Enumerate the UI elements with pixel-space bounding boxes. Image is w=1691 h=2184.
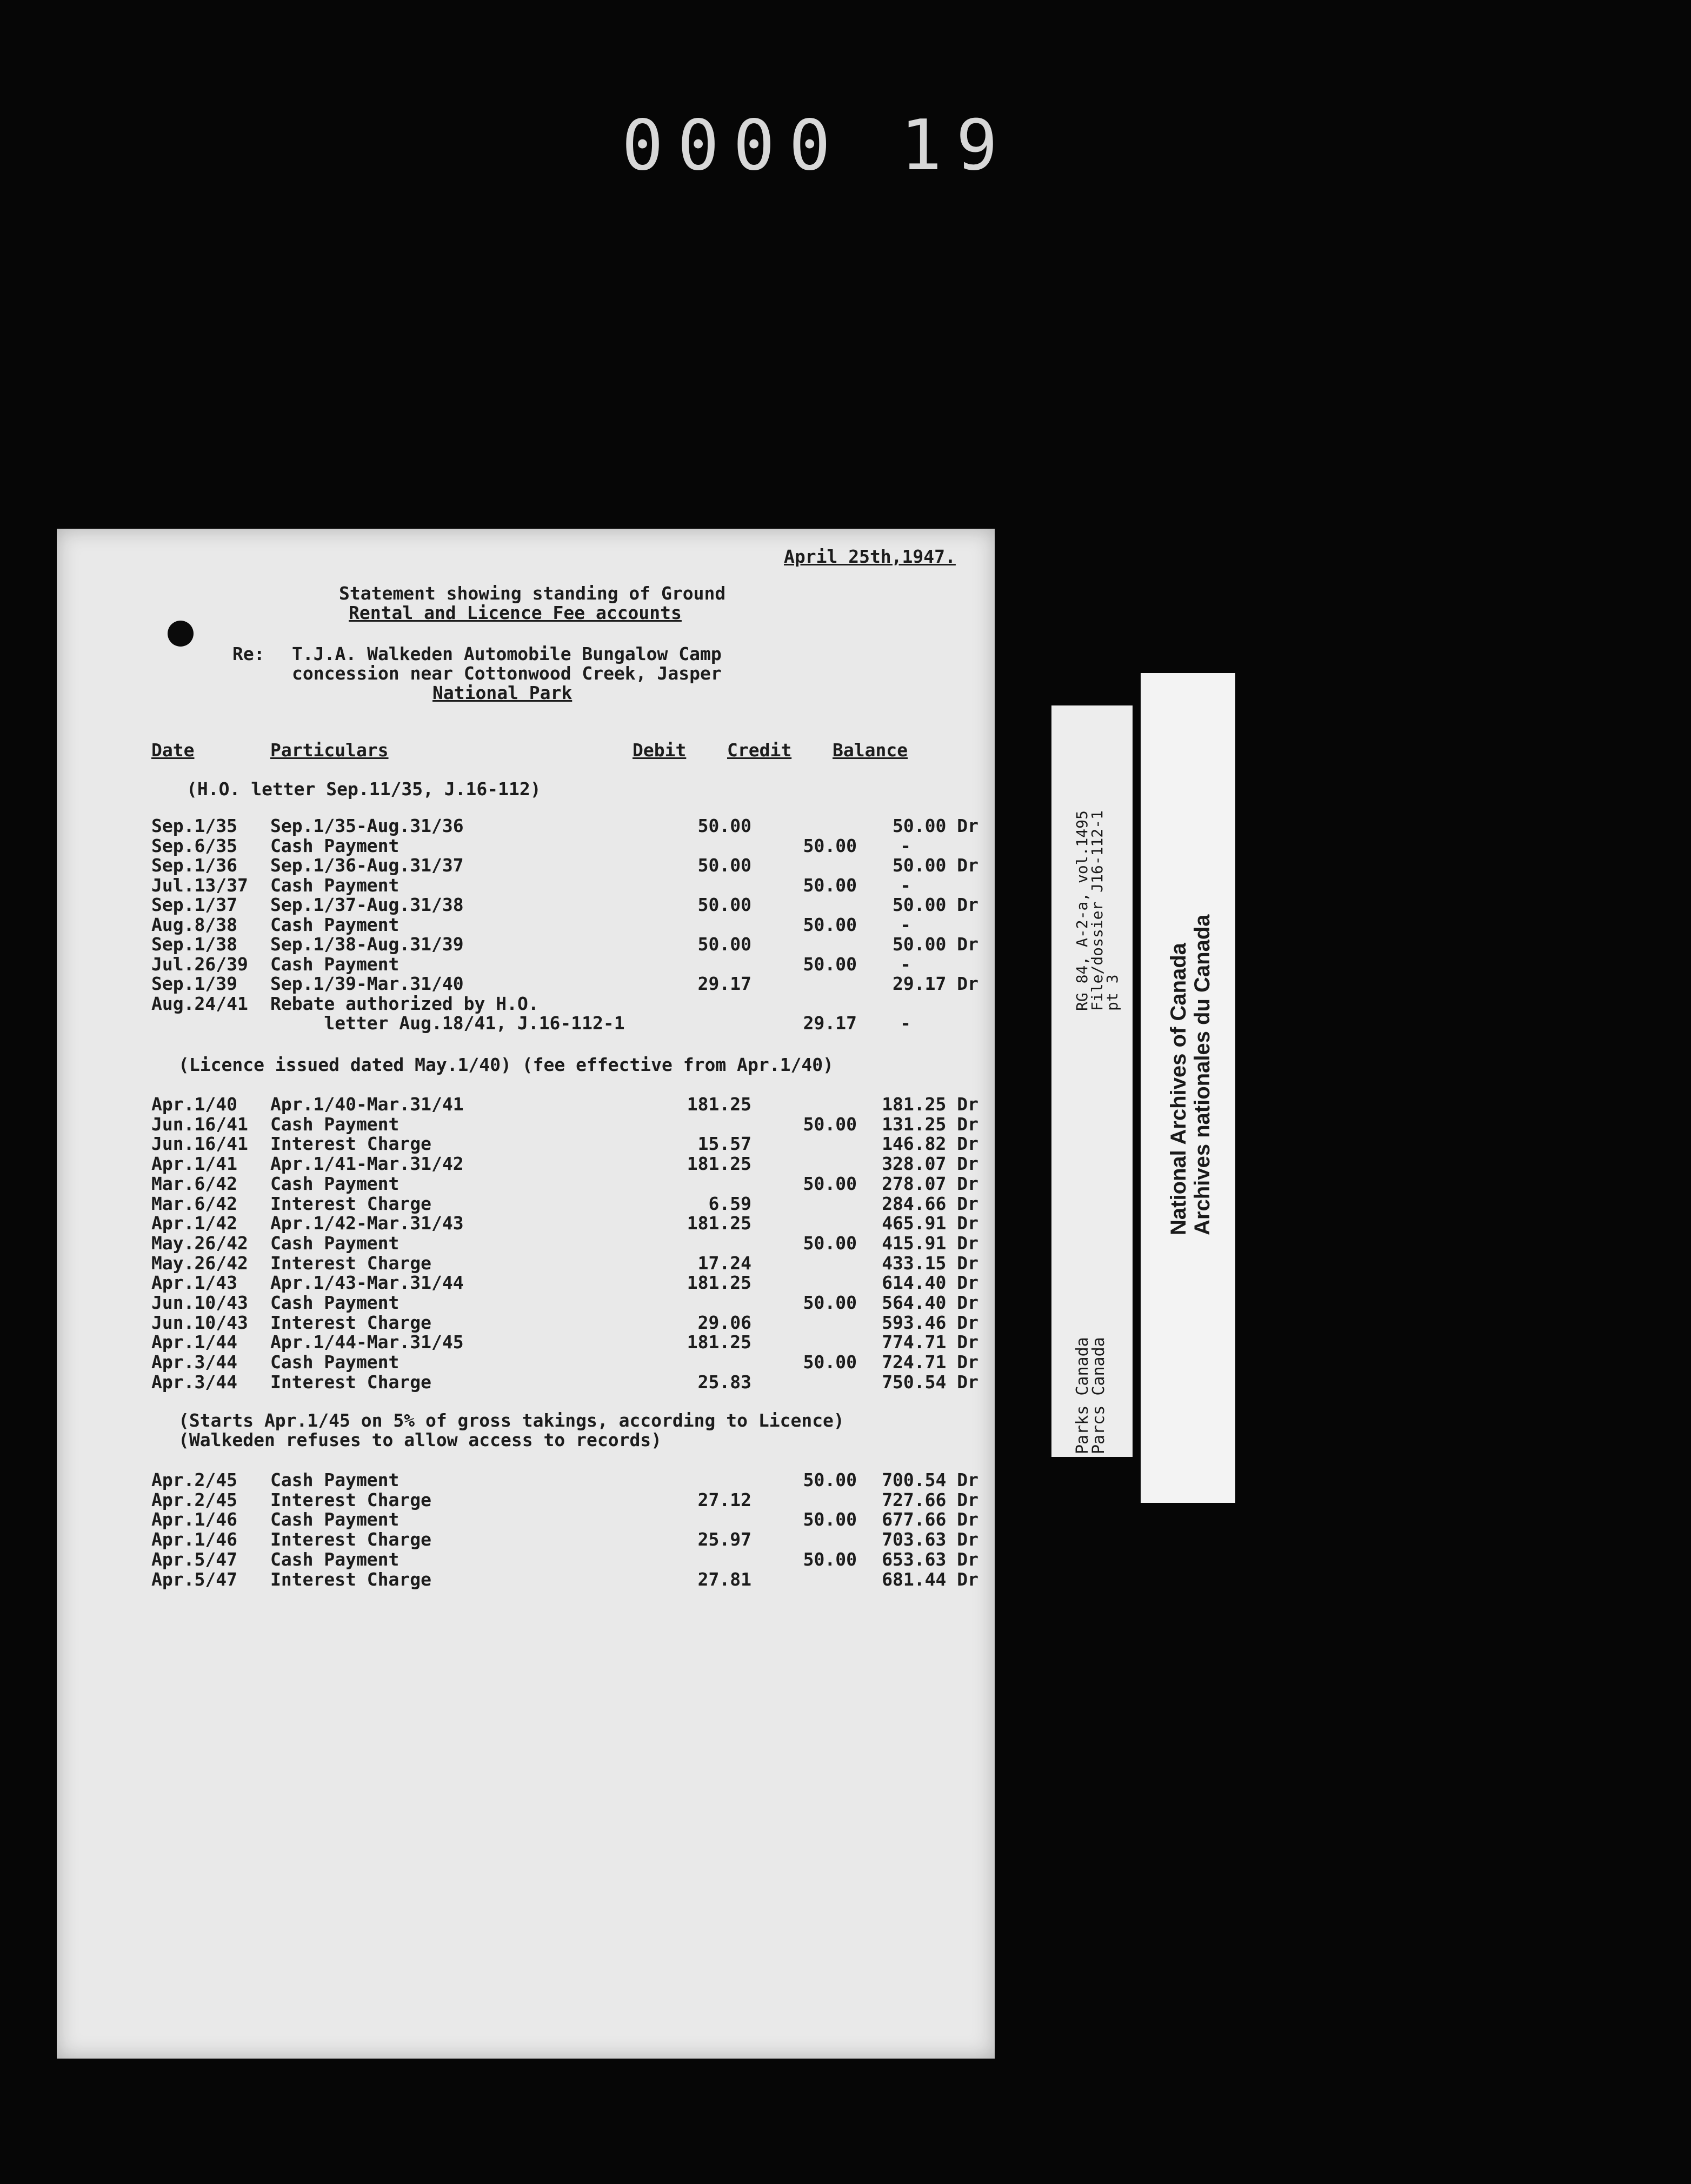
date-cell: Apr.5/47 [151, 1548, 237, 1570]
date-cell: Apr.1/42 [151, 1213, 237, 1234]
table-row [57, 1173, 995, 1193]
balance-cell: - [900, 1013, 911, 1034]
particulars-cell: Cash Payment [270, 1113, 400, 1135]
debit-cell: 27.12 [697, 1489, 751, 1510]
column-header-particulars: Particulars [270, 740, 389, 761]
date-cell: Apr.1/46 [151, 1509, 237, 1530]
table-row [57, 815, 995, 835]
particulars-cell: Interest Charge [270, 1489, 432, 1510]
particulars-cell: Cash Payment [270, 1548, 400, 1570]
national-archives-label [1141, 673, 1235, 1503]
debit-cell: 17.24 [697, 1252, 751, 1274]
table-row [57, 1233, 995, 1252]
balance-cell: 564.40 Dr [882, 1292, 978, 1313]
table-row [57, 1351, 995, 1371]
date-cell: Sep.1/35 [151, 815, 237, 836]
date-cell: Jul.26/39 [151, 953, 248, 975]
credit-cell: 50.00 [803, 1173, 857, 1194]
debit-cell: 25.83 [697, 1371, 751, 1393]
table-row [57, 954, 995, 973]
date-cell: Apr.2/45 [151, 1469, 237, 1490]
table-row [57, 1312, 995, 1331]
table-row [57, 1013, 995, 1032]
table-row [57, 894, 995, 914]
particulars-cell: Apr.1/41-Mar.31/42 [270, 1153, 464, 1175]
table-row [57, 1489, 995, 1509]
balance-cell: 50.00 Dr [893, 815, 978, 836]
document-title-line2: Rental and Licence Fee accounts [349, 602, 682, 623]
particulars-cell: Apr.1/40-Mar.31/41 [270, 1094, 464, 1115]
balance-cell: - [900, 835, 911, 856]
date-cell: Apr.3/44 [151, 1371, 237, 1393]
column-header-date: Date [151, 740, 195, 761]
balance-cell: 284.66 Dr [882, 1193, 978, 1214]
table-row [57, 1114, 995, 1133]
date-cell: Apr.3/44 [151, 1351, 237, 1373]
label-national-archives-fr: Archives nationales du Canada [1190, 914, 1214, 1235]
credit-cell: 50.00 [803, 1469, 857, 1490]
credit-cell: 50.00 [803, 835, 857, 856]
punch-hole [168, 621, 194, 647]
date-cell: Mar.6/42 [151, 1173, 237, 1194]
balance-cell: 681.44 Dr [882, 1568, 978, 1590]
date-cell: Jun.16/41 [151, 1133, 248, 1155]
credit-cell: 50.00 [803, 914, 857, 935]
note-gross-takings: (Starts Apr.1/45 on 5% of gross takings, according to Licence) [178, 1410, 844, 1431]
date-cell: Jul.13/37 [151, 874, 248, 896]
date-cell: Jun.10/43 [151, 1311, 248, 1333]
credit-cell: 50.00 [803, 1292, 857, 1313]
particulars-cell: Apr.1/44-Mar.31/45 [270, 1331, 464, 1353]
table-row [57, 875, 995, 894]
label-parks-canada-en: Parks Canada [1073, 1337, 1092, 1454]
particulars-cell: Cash Payment [270, 1232, 400, 1254]
debit-cell: 27.81 [697, 1568, 751, 1590]
debit-cell: 50.00 [697, 855, 751, 876]
balance-cell: 614.40 Dr [882, 1272, 978, 1294]
date-cell: Apr.1/46 [151, 1529, 237, 1550]
particulars-cell: Interest Charge [270, 1568, 432, 1590]
particulars-cell: Apr.1/42-Mar.31/43 [270, 1213, 464, 1234]
note-ho-letter: (H.O. letter Sep.11/35, J.16-112) [187, 778, 541, 800]
frame-number: 0000 19 [622, 105, 1012, 186]
table-row [57, 1469, 995, 1489]
particulars-cell: Interest Charge [270, 1529, 432, 1550]
debit-cell: 6.59 [708, 1193, 751, 1214]
date-cell: Sep.1/39 [151, 973, 237, 994]
particulars-cell: Cash Payment [270, 1469, 400, 1490]
particulars-cell: Cash Payment [270, 874, 400, 896]
label-parks-canada-fr: Parcs Canada [1089, 1337, 1108, 1454]
credit-cell: 50.00 [803, 874, 857, 896]
table-row [57, 835, 995, 855]
date-cell: Apr.1/44 [151, 1331, 237, 1353]
balance-cell: 146.82 Dr [882, 1133, 978, 1155]
particulars-cell: Apr.1/43-Mar.31/44 [270, 1272, 464, 1294]
credit-cell: 50.00 [803, 1113, 857, 1135]
balance-cell: 50.00 Dr [893, 894, 978, 915]
re-line2: concession near Cottonwood Creek, Jasper [292, 663, 722, 684]
particulars-cell: Sep.1/35-Aug.31/36 [270, 815, 464, 836]
particulars-cell: Cash Payment [270, 953, 400, 975]
balance-cell: 774.71 Dr [882, 1331, 978, 1353]
credit-cell: 50.00 [803, 1351, 857, 1373]
table-row [57, 1193, 995, 1213]
table-row [57, 1153, 995, 1173]
date-cell: Apr.1/43 [151, 1272, 237, 1294]
label-national-archives-en: National Archives of Canada [1167, 943, 1190, 1235]
table-row [57, 1213, 995, 1232]
table-row [57, 934, 995, 953]
balance-cell: 131.25 Dr [882, 1113, 978, 1135]
particulars-cell: Interest Charge [270, 1371, 432, 1393]
date-cell: Apr.1/41 [151, 1153, 237, 1175]
table-row [57, 1549, 995, 1568]
label-file-dossier: File/dossier J16-112-1 [1088, 810, 1106, 1011]
document-title-line1: Statement showing standing of Ground [339, 583, 726, 604]
re-line1: T.J.A. Walkeden Automobile Bungalow Camp [292, 643, 722, 664]
balance-cell: 750.54 Dr [882, 1371, 978, 1393]
balance-cell: 465.91 Dr [882, 1213, 978, 1234]
date-cell: Jun.10/43 [151, 1292, 248, 1313]
date-cell: May.26/42 [151, 1252, 248, 1274]
particulars-cell: Cash Payment [270, 1292, 400, 1313]
balance-cell: - [900, 953, 911, 975]
balance-cell: 328.07 Dr [882, 1153, 978, 1175]
note-licence-issued: (Licence issued dated May.1/40) (fee effective from Apr.1/40) [178, 1054, 834, 1075]
table-row [57, 1133, 995, 1153]
label-part: pt 3 [1103, 974, 1121, 1011]
balance-cell: 181.25 Dr [882, 1094, 978, 1115]
date-cell: Sep.1/36 [151, 855, 237, 876]
column-header-debit: Debit [633, 740, 687, 761]
date-cell: Sep.6/35 [151, 835, 237, 856]
balance-cell: - [900, 874, 911, 896]
table-row [57, 1272, 995, 1294]
particulars-cell: Cash Payment [270, 835, 400, 856]
table-row [57, 1569, 995, 1588]
balance-cell: 415.91 Dr [882, 1232, 978, 1254]
debit-cell: 50.00 [697, 894, 751, 915]
debit-cell: 29.17 [697, 973, 751, 994]
table-row [57, 1331, 995, 1351]
debit-cell: 181.25 [687, 1272, 751, 1294]
date-cell: May.26/42 [151, 1232, 248, 1254]
debit-cell: 181.25 [687, 1213, 751, 1234]
balance-cell: 50.00 Dr [893, 934, 978, 955]
particulars-cell: Interest Charge [270, 1252, 432, 1274]
debit-cell: 181.25 [687, 1331, 751, 1353]
date-cell: Sep.1/37 [151, 894, 237, 915]
table-row [57, 855, 995, 874]
re-label: Re: [232, 643, 265, 664]
document-page [57, 529, 995, 2059]
balance-cell: 593.46 Dr [882, 1311, 978, 1333]
debit-cell: 15.57 [697, 1133, 751, 1155]
particulars-cell: Cash Payment [270, 914, 400, 935]
balance-cell: - [900, 914, 911, 935]
date-cell: Apr.2/45 [151, 1489, 237, 1510]
particulars-cell: Interest Charge [270, 1133, 432, 1155]
table-row [57, 1371, 995, 1391]
archive-reference-label [1051, 705, 1133, 1457]
particulars-cell: Cash Payment [270, 1509, 400, 1530]
debit-cell: 181.25 [687, 1094, 751, 1115]
date-cell: Sep.1/38 [151, 934, 237, 955]
table-row [57, 973, 995, 993]
credit-cell: 50.00 [803, 1509, 857, 1530]
particulars-cell: Interest Charge [270, 1311, 432, 1333]
debit-cell: 181.25 [687, 1153, 751, 1175]
table-row [57, 1253, 995, 1272]
note-access-records: (Walkeden refuses to allow access to records) [178, 1429, 662, 1450]
balance-cell: 703.63 Dr [882, 1529, 978, 1550]
balance-cell: 700.54 Dr [882, 1469, 978, 1490]
balance-cell: 433.15 Dr [882, 1252, 978, 1274]
date-cell: Aug.8/38 [151, 914, 237, 935]
table-row [57, 1094, 995, 1113]
particulars-cell: Sep.1/37-Aug.31/38 [270, 894, 464, 915]
date-cell: Aug.24/41 [151, 993, 248, 1014]
table-row [57, 1529, 995, 1548]
table-row [57, 914, 995, 934]
column-header-balance: Balance [833, 740, 908, 761]
table-row [57, 1509, 995, 1528]
debit-cell: 25.97 [697, 1529, 751, 1550]
particulars-cell: Sep.1/36-Aug.31/37 [270, 855, 464, 876]
debit-cell: 29.06 [697, 1311, 751, 1333]
date-cell: Mar.6/42 [151, 1193, 237, 1214]
balance-cell: 653.63 Dr [882, 1548, 978, 1570]
debit-cell: 50.00 [697, 815, 751, 836]
label-rg-reference: RG 84, A-2-a, vol.1495 [1073, 810, 1091, 1011]
balance-cell: 724.71 Dr [882, 1351, 978, 1373]
document-date: April 25th,1947. [784, 546, 956, 567]
credit-cell: 50.00 [803, 1548, 857, 1570]
particulars-cell: Cash Payment [270, 1173, 400, 1194]
credit-cell: 29.17 [803, 1013, 857, 1034]
date-cell: Apr.5/47 [151, 1568, 237, 1590]
particulars-cell: letter Aug.18/41, J.16-112-1 [270, 1013, 625, 1034]
balance-cell: 50.00 Dr [893, 855, 978, 876]
balance-cell: 29.17 Dr [893, 973, 978, 994]
particulars-cell: Cash Payment [270, 1351, 400, 1373]
credit-cell: 50.00 [803, 1232, 857, 1254]
column-header-credit: Credit [727, 740, 792, 761]
re-line3: National Park [432, 682, 572, 703]
balance-cell: 677.66 Dr [882, 1509, 978, 1530]
particulars-cell: Interest Charge [270, 1193, 432, 1214]
credit-cell: 50.00 [803, 953, 857, 975]
date-cell: Apr.1/40 [151, 1094, 237, 1115]
particulars-cell: Sep.1/39-Mar.31/40 [270, 973, 464, 994]
balance-cell: 278.07 Dr [882, 1173, 978, 1194]
table-row [57, 993, 995, 1013]
particulars-cell: Sep.1/38-Aug.31/39 [270, 934, 464, 955]
date-cell: Jun.16/41 [151, 1113, 248, 1135]
table-row [57, 1292, 995, 1311]
particulars-cell: Rebate authorized by H.O. [270, 993, 539, 1014]
balance-cell: 727.66 Dr [882, 1489, 978, 1510]
debit-cell: 50.00 [697, 934, 751, 955]
